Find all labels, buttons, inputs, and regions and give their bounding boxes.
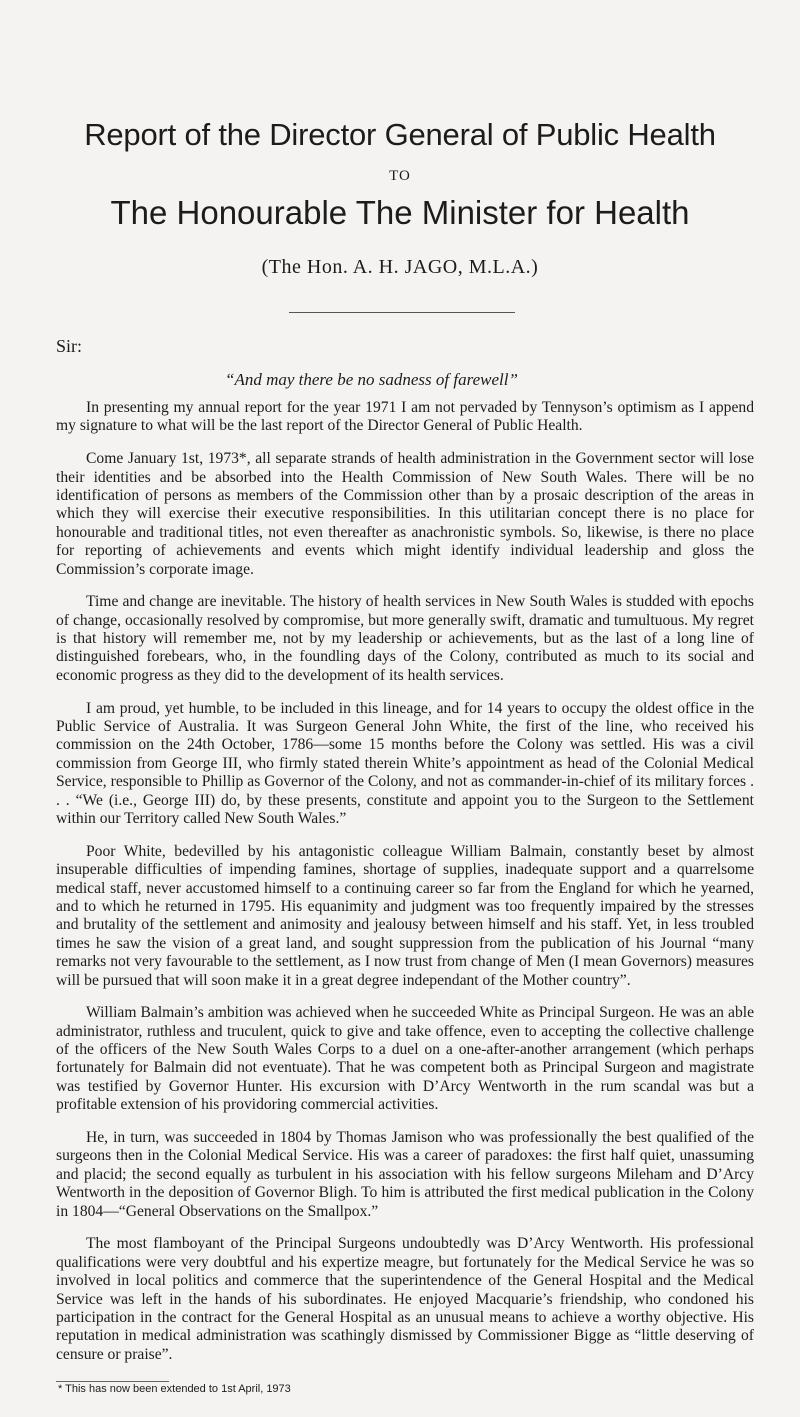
footnote-divider [56, 1381, 169, 1382]
salutation: Sir: [56, 336, 83, 356]
paragraph: He, in turn, was succeeded in 1804 by Thomas Jamison who was professionally the best qualified of the surgeons then in the Colonial Medical Service. His was a career of paradoxes: the first half quiet, unassuming and placid; the second equally as turbulent in his association with his fellow surgeons Mileham and D’Arcy Wentworth in the deposition of Governor Bligh. To him is attributed the first medical publication in the Colony in 1804—“General Observations on the Smallpox.” [56, 1129, 754, 1220]
footnote: * This has now been extended to 1st April, 1973 [58, 1383, 291, 1395]
paragraph: Time and change are inevitable. The history of health services in New South Wales is studded with epochs of change, occasionally resolved by compromise, but more generally swift, dramatic and tumultuous. My regret is that history will remember me, not by my leadership or achievements, but as the last of a long line of distinguished forebears, who, in the foundling days of the Colony, contributed as much to its social and economic progress as they did to the development of its health services. [56, 593, 754, 684]
header-divider [289, 312, 515, 313]
to-label: TO [389, 168, 411, 184]
report-title: Report of the Director General of Public Health [84, 117, 716, 152]
paragraph: The most flamboyant of the Principal Surgeons undoubtedly was D’Arcy Wentworth. His professional qualifications were very doubtful and his expertize meagre, but fortunately for the Medical Service he was so involved in local politics and commerce that the superintendence of the General Hospital and the Medical Service was left in the hands of his subordinates. He enjoyed Macquarie’s friendship, who condoned his participation in the contract for the General Hospital as an unusual means to achieve a worthy objective. His reputation in medical administration was scathingly dismissed by Commissioner Bigge as “little deserving of censure or praise”. [56, 1235, 754, 1363]
recipient-title: The Honourable The Minister for Health [110, 194, 690, 231]
paragraph: William Balmain’s ambition was achieved when he succeeded White as Principal Surgeon. He was an able administrator, ruthless and truculent, quick to give and take offence, even to accepting the collective challenge of the officers of the New South Wales Corps to a duel on a one-after-another arrangement (which perhaps fortunately for Balmain did not eventuate). That he was competent both as Principal Surgeon and magistrate was testified by Governor Hunter. His excursion with D’Arcy Wentworth in the rum scandal was but a profitable extension of his providoring commercial activities. [56, 1004, 754, 1114]
epigraph: “And may there be no sadness of farewell” [225, 370, 518, 389]
paragraph: In presenting my annual report for the year 1971 I am not pervaded by Tennyson’s optimism as I append my signature to what will be the last report of the Director General of Public Health. [56, 399, 754, 435]
paragraph: Come January 1st, 1973*, all separate strands of health administration in the Government sector will lose their identities and be absorbed into the Health Commission of New South Wales. There will be no identification of persons as members of the Commission other than by a prosaic description of the areas in which they will exercise their executive responsibilities. In this utilitarian concept there is no place for honourable and traditional titles, not even thereafter as anachronistic symbols. So, likewise, is there no place for reporting of achievements and events which might identify individual leadership and gloss the Commission’s corporate image. [56, 450, 754, 578]
paragraph: Poor White, bedevilled by his antagonistic colleague William Balmain, constantly beset by almost insuperable difficulties of impending famines, shortage of supplies, inadequate support and a quarrelsome medical staff, never accustomed himself to a continuing career so far from the England for which he yearned, and to which he returned in 1795. His equanimity and judgment was too frequently impaired by the stresses and brutality of the settlement and animosity and jealousy between himself and his staff. Yet, in less troubled times he saw the vision of a great land, and sought suppression from the publication of his Journal “many remarks not very favourable to the settlement, as I now trust from change of Men (I mean Governors) measures will be pursued that will soon make it in a great degree independant of the Mother country”. [56, 842, 754, 989]
paragraph: I am proud, yet humble, to be included in this lineage, and for 14 years to occupy the oldest office in the Public Service of Australia. It was Surgeon General John White, the first of the line, who received his commission on the 24th October, 1786—some 15 months before the Colony was settled. His was a civil commission from George III, who firmly stated therein White’s appointment as head of the Colonial Medical Service, responsible to Phillip as Governor of the Colony, and not as commander-in-chief of its military forces . . . “We (i.e., George III) do, by these presents, constitute and appoint you to the Surgeon to the Settlement within our Territory called New South Wales.” [56, 699, 754, 828]
minister-name: (The Hon. A. H. JAGO, M.L.A.) [261, 256, 539, 278]
report-body [56, 399, 754, 1378]
